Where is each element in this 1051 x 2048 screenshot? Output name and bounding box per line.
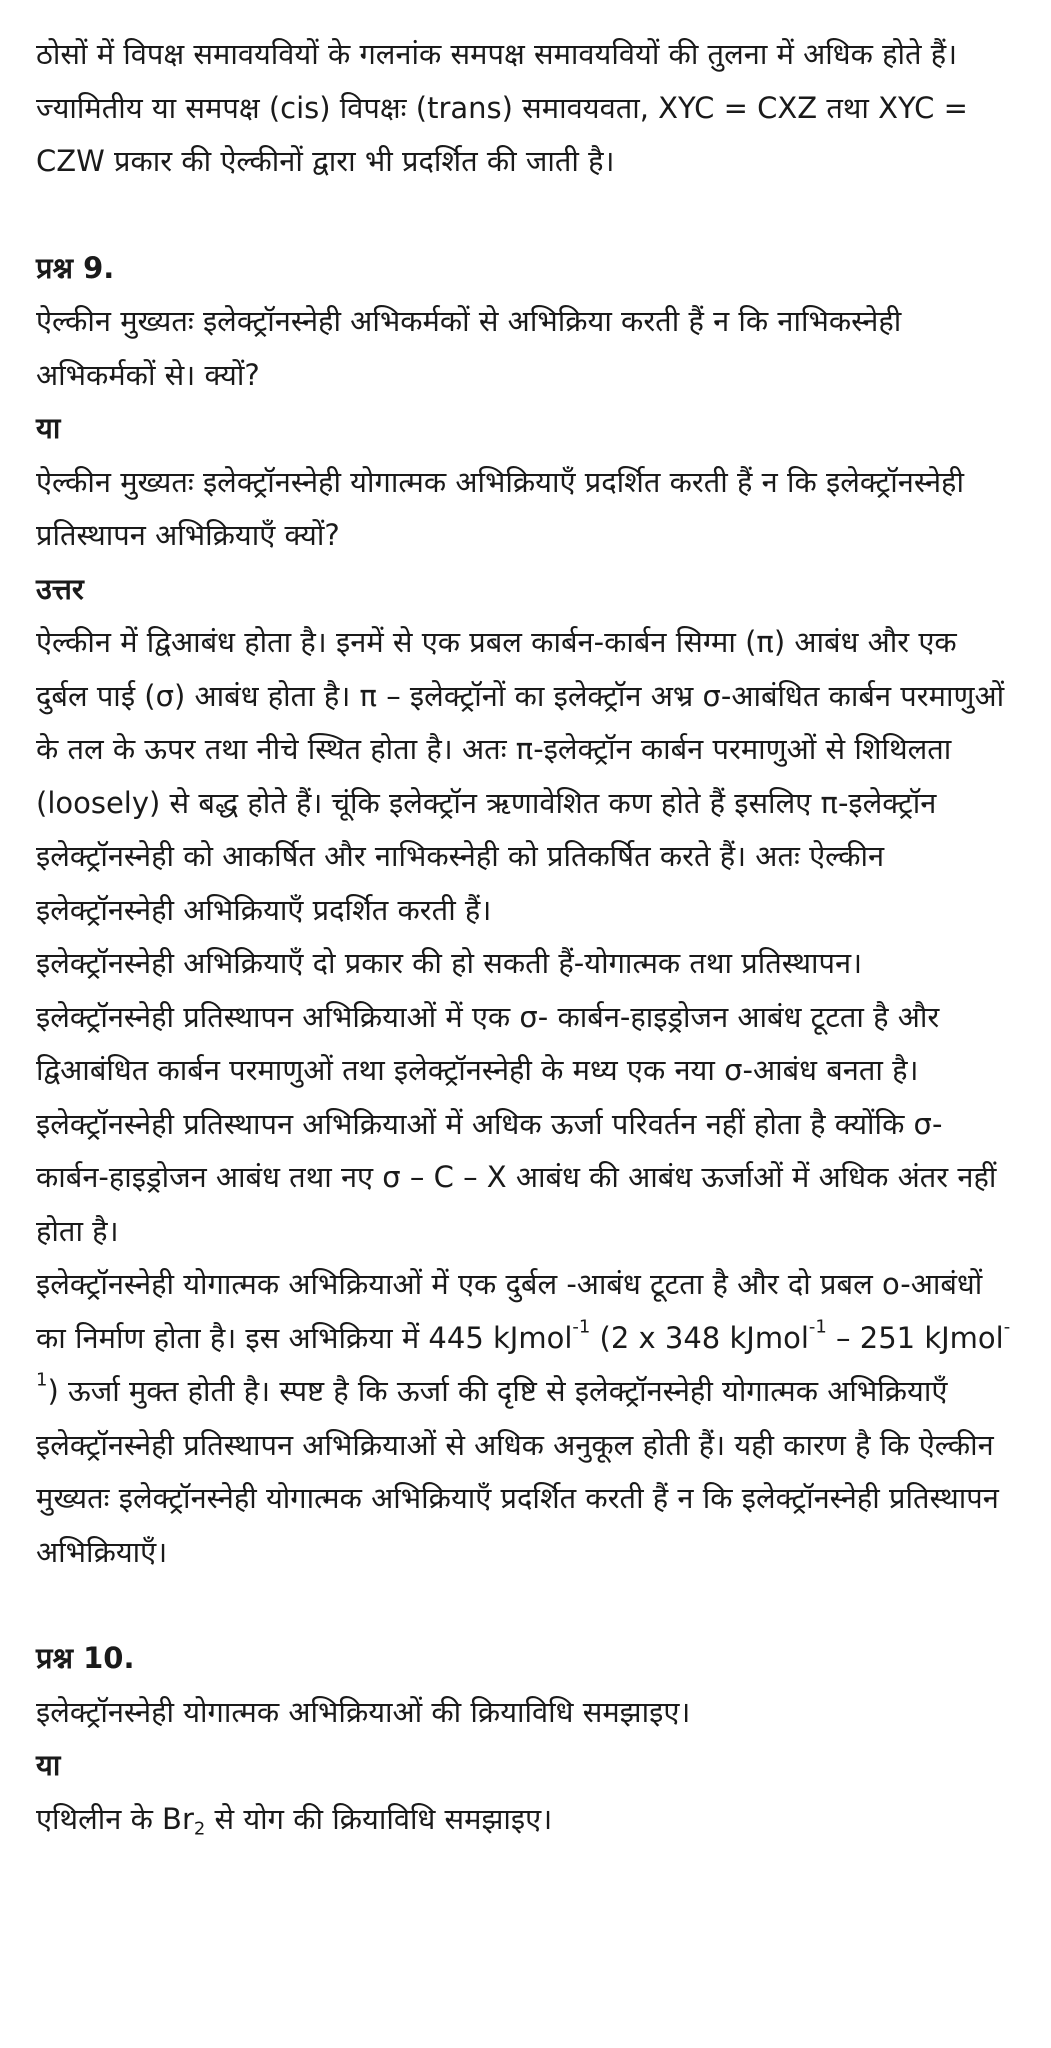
question-10-or-label: या	[36, 1748, 61, 1782]
answer-9-paragraph-1: ऐल्कीन में द्विआबंध होता है। इनमें से एक प्रबल कार्बन-कार्बन सिग्मा (π) आबंध और एक दुर्बल पाई (σ) आबंध होता है। π – इलेक्ट्रॉनों का इलेक्ट्रॉन अभ्र σ-आबंधित कार्बन परमाणुओं के तल के ऊपर तथा नीचे स्थित होता है। अतः π-इलेक्ट्रॉन कार्बन परमाणुओं से शिथिलता (loosely) से बद्ध होते हैं। चूंकि इलेक्ट्रॉन ऋणावेशित कण होते हैं इसलिए π-इलेक्ट्रॉन इलेक्ट्रॉनस्नेही को आकर्षित और नाभिकस्नेही को प्रतिकर्षित करते हैं। अतः ऐल्कीन इलेक्ट्रॉनस्नेही अभिक्रियाएँ प्रदर्शित करती हैं।	[36, 625, 1005, 927]
answer-9-paragraph-4-part-4: ) ऊर्जा मुक्त होती है। स्पष्ट है कि ऊर्जा की दृष्टि से इलेक्ट्रॉनस्नेही योगात्मक अभिक्रियाएँ इलेक्ट्रॉनस्नेही प्रतिस्थापन अभिक्रियाओं से अधिक अनुकूल होती हैं। यही कारण है कि ऐल्कीन मुख्यतः इलेक्ट्रॉनस्नेही योगात्मक अभिक्रियाएँ प्रदर्शित करती हैं न कि इलेक्ट्रॉनस्नेही प्रतिस्थापन अभिक्रियाएँ।	[36, 1374, 999, 1569]
answer-9-paragraph-4-part-2: (2 x 348 kJmol	[590, 1320, 809, 1355]
unit-exponent: -1	[808, 1316, 827, 1338]
spacer	[36, 1579, 1015, 1632]
answer-9-paragraph-4-part-3: – 251 kJmol	[826, 1320, 1004, 1355]
question-9-alt-text: ऐल्कीन मुख्यतः इलेक्ट्रॉनस्नेही योगात्मक अभिक्रियाएँ प्रदर्शित करती हैं न कि इलेक्ट्रॉनस्नेही प्रतिस्थापन अभिक्रियाएँ क्यों?	[36, 464, 964, 552]
question-10-text: इलेक्ट्रॉनस्नेही योगात्मक अभिक्रियाओं की क्रियाविधि समझाइए।	[36, 1694, 691, 1729]
question-9-or-label: या	[36, 411, 61, 445]
answer-9-paragraph-4	[36, 1258, 1015, 1579]
answer-9-label: उत्तर	[36, 571, 84, 606]
question-9-heading: प्रश्न 9.	[36, 250, 115, 285]
unit-exponent: -1	[572, 1316, 591, 1338]
answer-9-paragraph-4-part-1: इलेक्ट्रॉनस्नेही योगात्मक अभिक्रियाओं में एक दुर्बल -आबंध टूटता है और दो प्रबल o-आबंधों का निर्माण होता है। इस अभिक्रिया में 445 kJmol	[36, 1267, 983, 1355]
question-10-alt-text-part-1: एथिलीन के Br	[36, 1801, 194, 1836]
answer-9-paragraph-2: इलेक्ट्रॉनस्नेही अभिक्रियाएँ दो प्रकार की हो सकती हैं-योगात्मक तथा प्रतिस्थापन।	[36, 946, 863, 980]
question-10-alt-text-part-2: से योग की क्रियाविधि समझाइए।	[205, 1801, 553, 1836]
unit-exponent: -1	[36, 1316, 1011, 1391]
question-10-heading: प्रश्न 10.	[36, 1641, 135, 1675]
answer-9-paragraph-3: इलेक्ट्रॉनस्नेही प्रतिस्थापन अभिक्रियाओं में एक σ- कार्बन-हाइड्रोजन आबंध टूटता है और द्विआबंधित कार्बन परमाणुओं तथा इलेक्ट्रॉनस्नेही के मध्य एक नया σ-आबंध बनता है। इलेक्ट्रॉनस्नेही प्रतिस्थापन अभिक्रियाओं में अधिक ऊर्जा परिवर्तन नहीं होता है क्योंकि σ-कार्बन-हाइड्रोजन आबंध तथा नए σ – C – X आबंध की आबंध ऊर्जाओं में अधिक अंतर नहीं होता है।	[36, 999, 997, 1248]
question-10-alt-text	[36, 1793, 1015, 1847]
intro-paragraph: ठोसों में विपक्ष समावयवियों के गलनांक समपक्ष समावयवियों की तुलना में अधिक होते हैं। ज्यामितीय या समपक्ष (cis) विपक्षः (trans) समावयवता, XYC = CXZ तथा XYC = CZW प्रकार की ऐल्कीनों द्वारा भी प्रदर्शित की जाती है।	[36, 37, 968, 178]
question-9-text: ऐल्कीन मुख्यतः इलेक्ट्रॉनस्नेही अभिकर्मकों से अभिक्रिया करती हैं न कि नाभिकस्नेही अभिकर्मकों से। क्यों?	[36, 304, 902, 392]
formula-subscript: 2	[193, 1817, 206, 1839]
spacer	[36, 189, 1015, 242]
